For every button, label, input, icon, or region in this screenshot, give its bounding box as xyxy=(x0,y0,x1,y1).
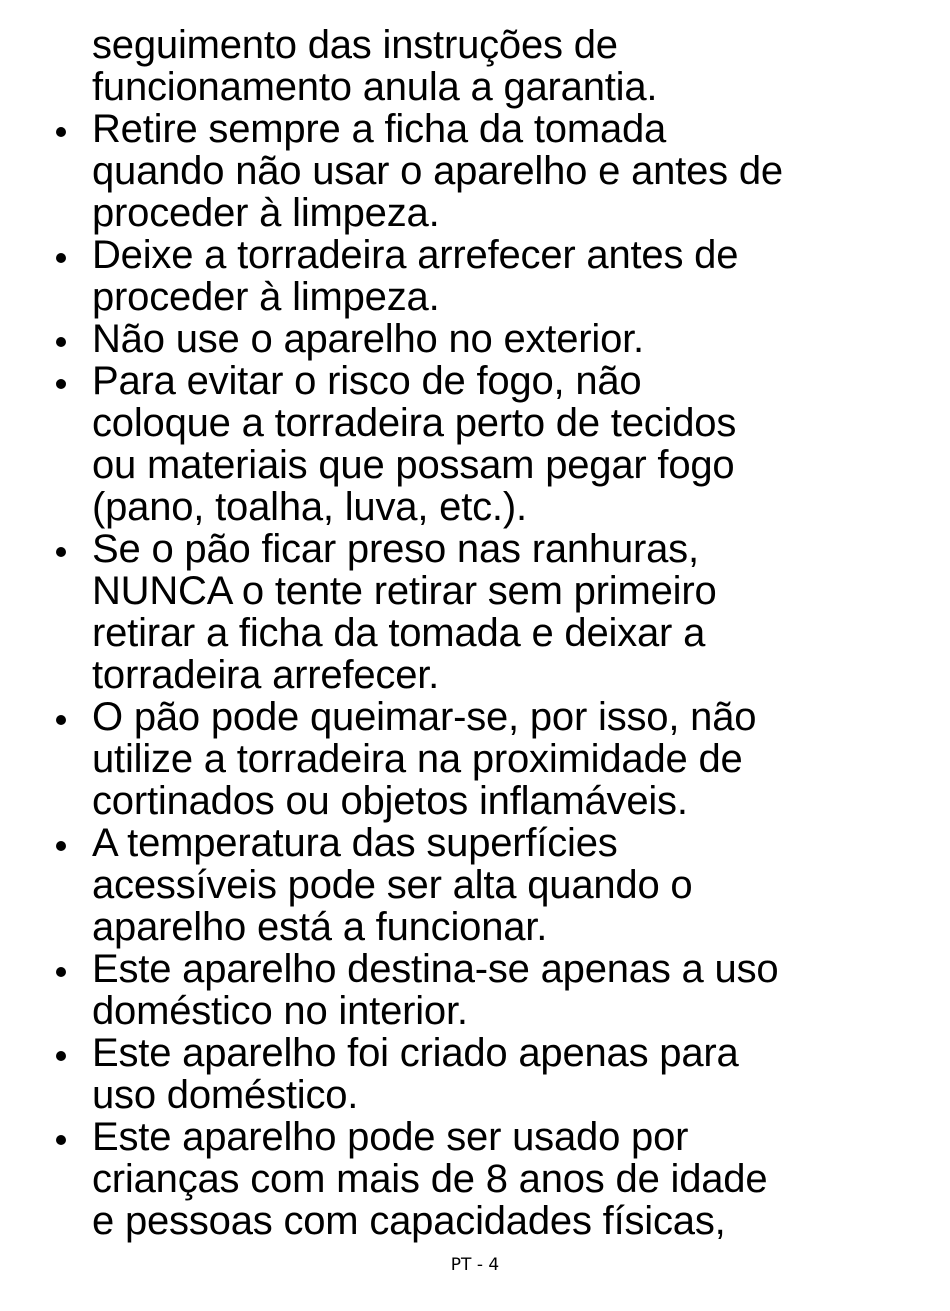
list-item-text-line: utilize a torradeira na proximidade de xyxy=(92,737,743,781)
list-item-text-line: Deixe a torradeira arrefecer antes de xyxy=(92,233,739,277)
list-item xyxy=(92,360,942,528)
continuation-paragraph xyxy=(92,24,942,108)
bullet-icon xyxy=(56,715,66,725)
bullet-icon xyxy=(56,1135,66,1145)
list-item-text-line: Não use o aparelho no exterior. xyxy=(92,317,644,361)
text-line: funcionamento anula a garantia. xyxy=(92,65,658,109)
list-item-text-line: uso doméstico. xyxy=(92,1073,359,1117)
bullet-icon xyxy=(56,1051,66,1061)
list-item xyxy=(92,234,942,318)
list-item-text-line: cortinados ou objetos inflamáveis. xyxy=(92,779,688,823)
list-item-text-line: Este aparelho pode ser usado por xyxy=(92,1115,689,1159)
list-item-text-line: Este aparelho foi criado apenas para xyxy=(92,1031,739,1075)
list-item-text-line: acessíveis pode ser alta quando o xyxy=(92,863,693,907)
list-item-text-line: A temperatura das superfícies xyxy=(92,821,618,865)
list-item xyxy=(92,108,942,234)
bullet-icon xyxy=(56,253,66,263)
list-item-text-line: proceder à limpeza. xyxy=(92,191,440,235)
list-item-text-line: torradeira arrefecer. xyxy=(92,653,440,697)
list-item-text-line: Se o pão ficar preso nas ranhuras, xyxy=(92,527,699,571)
text-line: seguimento das instruções de xyxy=(92,23,618,67)
list-item xyxy=(92,822,942,948)
bullet-icon xyxy=(56,967,66,977)
page-content xyxy=(92,24,942,1242)
list-item xyxy=(92,696,942,822)
list-item-text-line: proceder à limpeza. xyxy=(92,275,440,319)
list-item-text-line: doméstico no interior. xyxy=(92,989,468,1033)
list-item xyxy=(92,1032,942,1116)
bullet-icon xyxy=(56,547,66,557)
list-item-text-line: O pão pode queimar-se, por isso, não xyxy=(92,695,757,739)
list-item-text-line: retirar a ficha da tomada e deixar a xyxy=(92,611,706,655)
list-item xyxy=(92,318,942,360)
list-item-text-line: NUNCA o tente retirar sem primeiro xyxy=(92,569,717,613)
bullet-icon xyxy=(56,841,66,851)
list-item-text-line: (pano, toalha, luva, etc.). xyxy=(92,485,527,529)
list-item-text-line: coloque a torradeira perto de tecidos xyxy=(92,401,737,445)
list-item-text-line: Retire sempre a ficha da tomada xyxy=(92,107,667,151)
list-item xyxy=(92,948,942,1032)
bullet-icon xyxy=(56,379,66,389)
list-item xyxy=(92,1116,942,1242)
bullet-icon xyxy=(56,127,66,137)
list-item-text-line: e pessoas com capacidades físicas, xyxy=(92,1199,726,1243)
list-item-text-line: quando não usar o aparelho e antes de xyxy=(92,149,783,193)
page-number: PT - 4 xyxy=(450,1255,500,1275)
list-item-text-line: aparelho está a funcionar. xyxy=(92,905,548,949)
bullet-icon xyxy=(56,337,66,347)
list-item-text-line: crianças com mais de 8 anos de idade xyxy=(92,1157,768,1201)
list-item-text-line: Para evitar o risco de fogo, não xyxy=(92,359,642,403)
safety-instructions-list xyxy=(92,108,942,1242)
list-item-text-line: Este aparelho destina-se apenas a uso xyxy=(92,947,779,991)
list-item xyxy=(92,528,942,696)
list-item-text-line: ou materiais que possam pegar fogo xyxy=(92,443,735,487)
